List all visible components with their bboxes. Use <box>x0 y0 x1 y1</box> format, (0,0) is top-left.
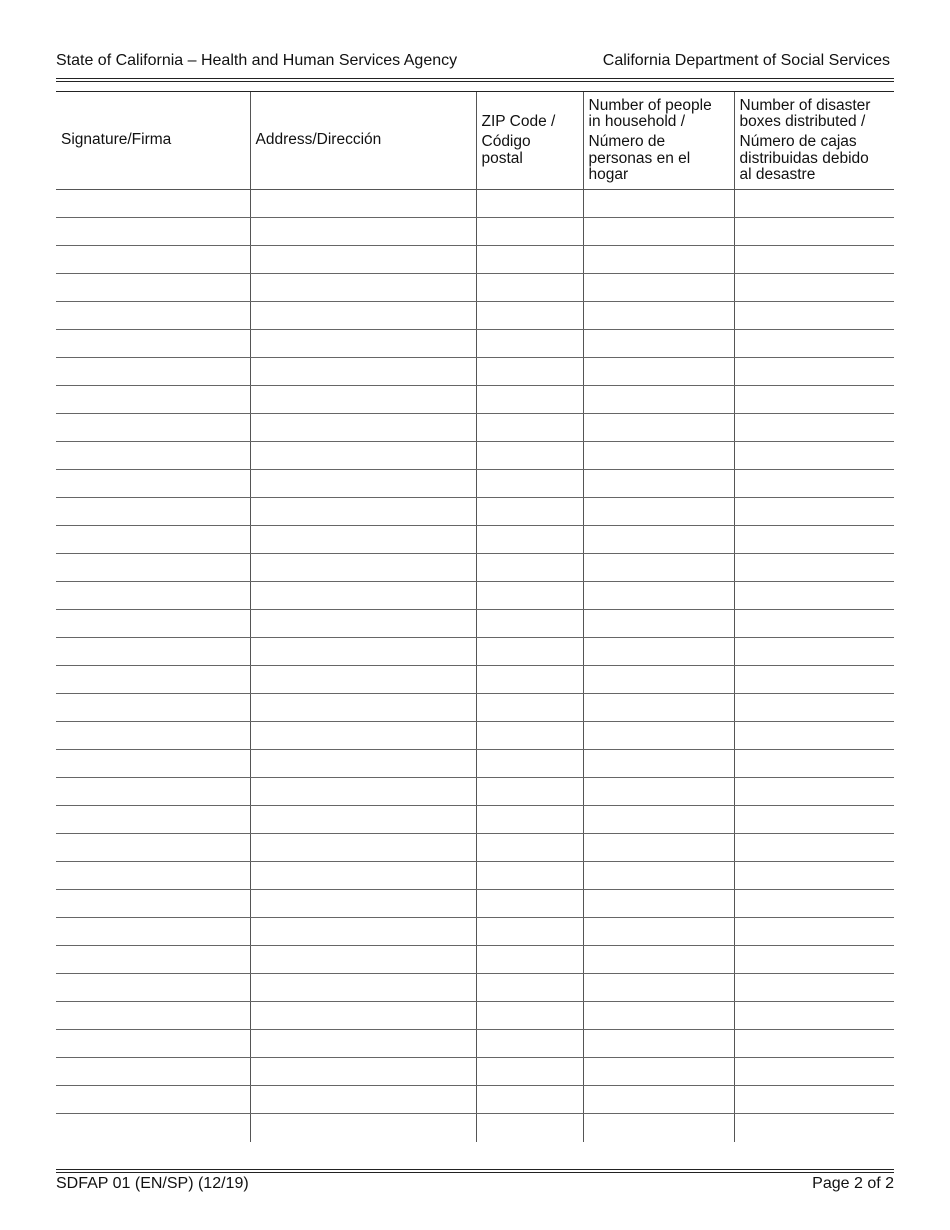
cell-signature[interactable] <box>56 666 250 694</box>
cell-signature[interactable] <box>56 862 250 890</box>
cell-boxes-distributed[interactable] <box>734 1058 894 1086</box>
cell-address[interactable] <box>250 974 476 1002</box>
table-row <box>56 806 894 834</box>
column-header-signature <box>56 92 250 190</box>
cell-household-size[interactable] <box>583 190 734 218</box>
table-row <box>56 218 894 246</box>
column-header-text: distribuidas debido <box>739 149 869 167</box>
cell-household-size[interactable] <box>583 246 734 274</box>
cell-boxes-distributed[interactable] <box>734 218 894 246</box>
agency-header: State of California – Health and Human Services Agency <box>56 52 458 69</box>
cell-zip-code[interactable] <box>476 526 583 554</box>
cell-signature[interactable] <box>56 358 250 386</box>
cell-address[interactable] <box>250 470 476 498</box>
cell-zip-code[interactable] <box>476 582 583 610</box>
cell-signature[interactable] <box>56 974 250 1002</box>
cell-signature[interactable] <box>56 1086 250 1114</box>
cell-address[interactable] <box>250 190 476 218</box>
cell-address[interactable] <box>250 442 476 470</box>
cell-address[interactable] <box>250 946 476 974</box>
cell-zip-code[interactable] <box>476 750 583 778</box>
cell-address[interactable] <box>250 218 476 246</box>
table-row <box>56 190 894 218</box>
cell-household-size[interactable] <box>583 890 734 918</box>
table-row <box>56 498 894 526</box>
cell-address[interactable] <box>250 1086 476 1114</box>
cell-zip-code[interactable] <box>476 470 583 498</box>
cell-household-size[interactable] <box>583 218 734 246</box>
cell-household-size[interactable] <box>583 638 734 666</box>
cell-signature[interactable] <box>56 190 250 218</box>
cell-address[interactable] <box>250 1002 476 1030</box>
cell-zip-code[interactable] <box>476 694 583 722</box>
cell-boxes-distributed[interactable] <box>734 1086 894 1114</box>
table-row <box>56 974 894 1002</box>
cell-boxes-distributed[interactable] <box>734 526 894 554</box>
column-header-text: ZIP Code / <box>481 113 556 131</box>
cell-signature[interactable] <box>56 1030 250 1058</box>
cell-signature[interactable] <box>56 274 250 302</box>
cell-boxes-distributed[interactable] <box>734 946 894 974</box>
cell-zip-code[interactable] <box>476 414 583 442</box>
cell-household-size[interactable] <box>583 498 734 526</box>
column-header-zip-code <box>476 92 583 190</box>
cell-address[interactable] <box>250 1058 476 1086</box>
cell-household-size[interactable] <box>583 554 734 582</box>
column-header-address <box>250 92 476 190</box>
cell-address[interactable] <box>250 834 476 862</box>
cell-boxes-distributed[interactable] <box>734 582 894 610</box>
cell-signature[interactable] <box>56 582 250 610</box>
cell-zip-code[interactable] <box>476 610 583 638</box>
cell-boxes-distributed[interactable] <box>734 330 894 358</box>
table-row <box>56 470 894 498</box>
cell-signature[interactable] <box>56 386 250 414</box>
table-row <box>56 554 894 582</box>
cell-zip-code[interactable] <box>476 666 583 694</box>
cell-boxes-distributed[interactable] <box>734 1030 894 1058</box>
cell-address[interactable] <box>250 498 476 526</box>
table-row <box>56 638 894 666</box>
cell-zip-code[interactable] <box>476 302 583 330</box>
table-row <box>56 890 894 918</box>
cell-signature[interactable] <box>56 1058 250 1086</box>
cell-zip-code[interactable] <box>476 862 583 890</box>
cell-zip-code[interactable] <box>476 190 583 218</box>
cell-zip-code[interactable] <box>476 918 583 946</box>
cell-zip-code[interactable] <box>476 806 583 834</box>
cell-boxes-distributed[interactable] <box>734 834 894 862</box>
cell-boxes-distributed[interactable] <box>734 386 894 414</box>
table-row <box>56 330 894 358</box>
cell-zip-code[interactable] <box>476 1114 583 1142</box>
cell-boxes-distributed[interactable] <box>734 190 894 218</box>
cell-address[interactable] <box>250 274 476 302</box>
footer-divider <box>56 1169 894 1173</box>
table-row <box>56 386 894 414</box>
table-header-row <box>56 92 894 190</box>
cell-zip-code[interactable] <box>476 778 583 806</box>
cell-boxes-distributed[interactable] <box>734 274 894 302</box>
cell-boxes-distributed[interactable] <box>734 442 894 470</box>
cell-boxes-distributed[interactable] <box>734 610 894 638</box>
cell-boxes-distributed[interactable] <box>734 778 894 806</box>
cell-household-size[interactable] <box>583 1002 734 1030</box>
department-header: California Department of Social Services <box>602 52 890 69</box>
cell-signature[interactable] <box>56 694 250 722</box>
cell-signature[interactable] <box>56 722 250 750</box>
header-divider <box>56 78 894 82</box>
cell-household-size[interactable] <box>583 946 734 974</box>
cell-zip-code[interactable] <box>476 554 583 582</box>
cell-household-size[interactable] <box>583 722 734 750</box>
cell-boxes-distributed[interactable] <box>734 498 894 526</box>
cell-zip-code[interactable] <box>476 1058 583 1086</box>
cell-signature[interactable] <box>56 1114 250 1142</box>
cell-address[interactable] <box>250 918 476 946</box>
cell-signature[interactable] <box>56 414 250 442</box>
cell-household-size[interactable] <box>583 834 734 862</box>
table-row <box>56 274 894 302</box>
table-row <box>56 862 894 890</box>
cell-household-size[interactable] <box>583 1114 734 1142</box>
cell-zip-code[interactable] <box>476 834 583 862</box>
cell-zip-code[interactable] <box>476 442 583 470</box>
cell-signature[interactable] <box>56 778 250 806</box>
cell-address[interactable] <box>250 554 476 582</box>
cell-household-size[interactable] <box>583 862 734 890</box>
cell-signature[interactable] <box>56 526 250 554</box>
column-header-text: Number of people <box>588 96 712 114</box>
cell-boxes-distributed[interactable] <box>734 722 894 750</box>
cell-address[interactable] <box>250 806 476 834</box>
cell-signature[interactable] <box>56 246 250 274</box>
column-header-text: hogar <box>588 165 629 183</box>
column-header-text: in household / <box>588 113 686 131</box>
table-row <box>56 1086 894 1114</box>
cell-address[interactable] <box>250 414 476 442</box>
cell-address[interactable] <box>250 526 476 554</box>
cell-zip-code[interactable] <box>476 1030 583 1058</box>
table-row <box>56 1058 894 1086</box>
cell-household-size[interactable] <box>583 694 734 722</box>
column-header-text: al desastre <box>739 165 816 183</box>
cell-household-size[interactable] <box>583 1030 734 1058</box>
cell-signature[interactable] <box>56 554 250 582</box>
cell-zip-code[interactable] <box>476 274 583 302</box>
cell-signature[interactable] <box>56 638 250 666</box>
cell-boxes-distributed[interactable] <box>734 974 894 1002</box>
cell-signature[interactable] <box>56 330 250 358</box>
cell-zip-code[interactable] <box>476 638 583 666</box>
cell-zip-code[interactable] <box>476 246 583 274</box>
cell-address[interactable] <box>250 1114 476 1142</box>
column-header-text: postal <box>481 149 523 167</box>
cell-boxes-distributed[interactable] <box>734 918 894 946</box>
cell-address[interactable] <box>250 610 476 638</box>
cell-address[interactable] <box>250 638 476 666</box>
cell-address[interactable] <box>250 722 476 750</box>
table-row <box>56 1114 894 1142</box>
cell-signature[interactable] <box>56 470 250 498</box>
cell-household-size[interactable] <box>583 526 734 554</box>
cell-boxes-distributed[interactable] <box>734 666 894 694</box>
cell-household-size[interactable] <box>583 442 734 470</box>
cell-household-size[interactable] <box>583 330 734 358</box>
cell-zip-code[interactable] <box>476 890 583 918</box>
cell-boxes-distributed[interactable] <box>734 890 894 918</box>
table-row <box>56 722 894 750</box>
table-row <box>56 582 894 610</box>
cell-signature[interactable] <box>56 218 250 246</box>
cell-household-size[interactable] <box>583 274 734 302</box>
cell-signature[interactable] <box>56 442 250 470</box>
cell-signature[interactable] <box>56 610 250 638</box>
column-header-boxes-distributed <box>734 92 894 190</box>
cell-household-size[interactable] <box>583 470 734 498</box>
table-row <box>56 442 894 470</box>
table-row <box>56 610 894 638</box>
cell-signature[interactable] <box>56 302 250 330</box>
cell-boxes-distributed[interactable] <box>734 414 894 442</box>
cell-zip-code[interactable] <box>476 386 583 414</box>
cell-household-size[interactable] <box>583 666 734 694</box>
table-row <box>56 946 894 974</box>
cell-address[interactable] <box>250 386 476 414</box>
cell-household-size[interactable] <box>583 750 734 778</box>
cell-address[interactable] <box>250 330 476 358</box>
cell-address[interactable] <box>250 1030 476 1058</box>
column-header-text: boxes distributed / <box>739 113 866 131</box>
cell-household-size[interactable] <box>583 974 734 1002</box>
cell-household-size[interactable] <box>583 414 734 442</box>
table-row <box>56 750 894 778</box>
cell-household-size[interactable] <box>583 1086 734 1114</box>
cell-zip-code[interactable] <box>476 946 583 974</box>
cell-zip-code[interactable] <box>476 498 583 526</box>
cell-household-size[interactable] <box>583 386 734 414</box>
table-row <box>56 414 894 442</box>
column-header-household-size <box>583 92 734 190</box>
cell-boxes-distributed[interactable] <box>734 1002 894 1030</box>
cell-signature[interactable] <box>56 834 250 862</box>
table-row <box>56 246 894 274</box>
cell-signature[interactable] <box>56 918 250 946</box>
cell-boxes-distributed[interactable] <box>734 358 894 386</box>
cell-boxes-distributed[interactable] <box>734 470 894 498</box>
cell-zip-code[interactable] <box>476 218 583 246</box>
cell-household-size[interactable] <box>583 918 734 946</box>
table-row <box>56 778 894 806</box>
table-row <box>56 302 894 330</box>
cell-signature[interactable] <box>56 946 250 974</box>
cell-signature[interactable] <box>56 750 250 778</box>
column-header-text: Número de cajas <box>739 133 857 151</box>
cell-zip-code[interactable] <box>476 358 583 386</box>
table-row <box>56 666 894 694</box>
cell-household-size[interactable] <box>583 582 734 610</box>
cell-address[interactable] <box>250 694 476 722</box>
cell-signature[interactable] <box>56 806 250 834</box>
cell-zip-code[interactable] <box>476 1086 583 1114</box>
cell-signature[interactable] <box>56 1002 250 1030</box>
cell-address[interactable] <box>250 666 476 694</box>
cell-household-size[interactable] <box>583 1058 734 1086</box>
table-row <box>56 918 894 946</box>
cell-address[interactable] <box>250 302 476 330</box>
table-row <box>56 1030 894 1058</box>
cell-zip-code[interactable] <box>476 1002 583 1030</box>
column-header-text: Signature/Firma <box>61 131 172 149</box>
cell-address[interactable] <box>250 890 476 918</box>
table-row <box>56 834 894 862</box>
column-header-text: Address/Dirección <box>255 131 382 149</box>
column-header-text: Number of disaster <box>739 96 871 114</box>
cell-boxes-distributed[interactable] <box>734 862 894 890</box>
cell-boxes-distributed[interactable] <box>734 554 894 582</box>
distribution-log-table <box>56 91 894 1142</box>
cell-address[interactable] <box>250 778 476 806</box>
cell-zip-code[interactable] <box>476 974 583 1002</box>
table-row <box>56 526 894 554</box>
form-id: SDFAP 01 (EN/SP) (12/19) <box>56 1175 249 1192</box>
cell-address[interactable] <box>250 750 476 778</box>
column-header-text: Código <box>481 133 531 151</box>
cell-zip-code[interactable] <box>476 722 583 750</box>
cell-household-size[interactable] <box>583 806 734 834</box>
cell-signature[interactable] <box>56 498 250 526</box>
page-number: Page 2 of 2 <box>812 1175 894 1192</box>
cell-address[interactable] <box>250 358 476 386</box>
cell-address[interactable] <box>250 246 476 274</box>
cell-boxes-distributed[interactable] <box>734 1114 894 1142</box>
cell-household-size[interactable] <box>583 610 734 638</box>
cell-boxes-distributed[interactable] <box>734 806 894 834</box>
table-row <box>56 1002 894 1030</box>
cell-boxes-distributed[interactable] <box>734 694 894 722</box>
cell-boxes-distributed[interactable] <box>734 750 894 778</box>
cell-household-size[interactable] <box>583 778 734 806</box>
table-body <box>56 190 894 1142</box>
column-header-text: Número de <box>588 133 666 151</box>
cell-signature[interactable] <box>56 890 250 918</box>
cell-boxes-distributed[interactable] <box>734 302 894 330</box>
cell-address[interactable] <box>250 582 476 610</box>
cell-address[interactable] <box>250 862 476 890</box>
cell-household-size[interactable] <box>583 358 734 386</box>
cell-boxes-distributed[interactable] <box>734 246 894 274</box>
table-row <box>56 694 894 722</box>
column-header-text: personas en el <box>588 149 691 167</box>
cell-boxes-distributed[interactable] <box>734 638 894 666</box>
cell-zip-code[interactable] <box>476 330 583 358</box>
table-row <box>56 358 894 386</box>
cell-household-size[interactable] <box>583 302 734 330</box>
